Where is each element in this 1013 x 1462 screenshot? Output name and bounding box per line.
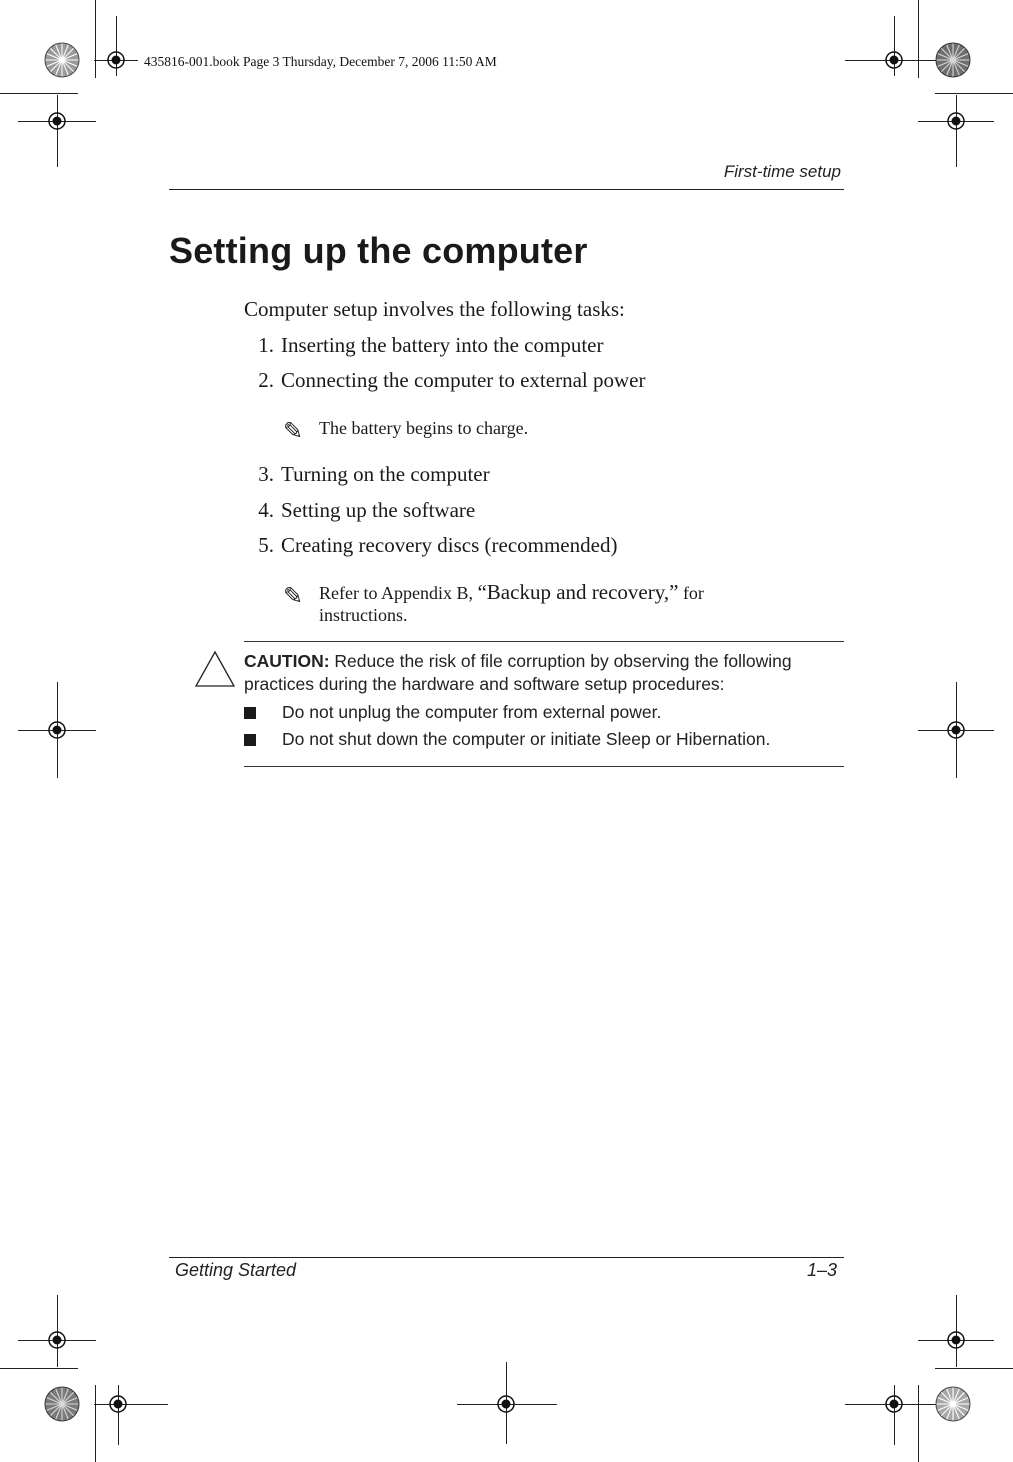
running-head: First-time setup bbox=[723, 162, 841, 181]
pencil-note-icon: ✎ bbox=[283, 584, 304, 610]
registration-mark-icon bbox=[945, 110, 967, 132]
registration-mark-icon bbox=[105, 49, 127, 71]
registration-mark-icon bbox=[46, 110, 68, 132]
footer-title: Getting Started bbox=[175, 1260, 297, 1280]
bullet-text: Do not shut down the computer or initiate Sleep or Hibernation. bbox=[282, 729, 771, 749]
page-title: Setting up the computer bbox=[169, 230, 588, 271]
caution-triangle-icon bbox=[194, 650, 236, 688]
note-suffix: for bbox=[678, 583, 704, 603]
list-text: Creating recovery discs (recommended) bbox=[281, 533, 618, 557]
registration-mark-icon bbox=[883, 49, 905, 71]
crop-mark bbox=[0, 1368, 78, 1369]
note-text bbox=[319, 581, 704, 604]
caution-rule-bottom bbox=[244, 766, 844, 767]
caution-label: CAUTION: bbox=[244, 651, 330, 671]
list-number: 1. bbox=[258, 333, 274, 357]
square-bullet-icon bbox=[244, 734, 256, 746]
footer-rule bbox=[169, 1257, 844, 1258]
list-text: Connecting the computer to external power bbox=[281, 368, 646, 392]
note-text: The battery begins to charge. bbox=[319, 418, 529, 438]
crop-mark bbox=[935, 1368, 1013, 1369]
print-slug: 435816-001.book Page 3 Thursday, December 7, 2006 11:50 AM bbox=[144, 54, 497, 69]
crop-mark bbox=[95, 1385, 96, 1462]
registration-mark-icon bbox=[46, 1329, 68, 1351]
crop-mark bbox=[918, 1385, 919, 1462]
square-bullet-icon bbox=[244, 707, 256, 719]
note-text-continued: instructions. bbox=[319, 605, 408, 625]
registration-mark-icon bbox=[46, 719, 68, 741]
list-number: 4. bbox=[258, 498, 274, 522]
color-target-icon bbox=[935, 42, 971, 78]
list-number: 2. bbox=[258, 368, 274, 392]
color-target-icon bbox=[44, 1386, 80, 1422]
registration-mark-icon bbox=[883, 1393, 905, 1415]
crop-mark bbox=[0, 93, 78, 94]
list-text: Setting up the software bbox=[281, 498, 476, 522]
color-target-icon bbox=[935, 1386, 971, 1422]
caution-line-1: Reduce the risk of file corruption by observing the following bbox=[329, 651, 792, 671]
reg-line bbox=[94, 1404, 168, 1405]
registration-mark-icon bbox=[945, 1329, 967, 1351]
list-number: 3. bbox=[258, 462, 274, 486]
crop-mark bbox=[918, 0, 919, 78]
list-number: 5. bbox=[258, 533, 274, 557]
caution-rule-top bbox=[244, 641, 844, 642]
crop-mark bbox=[95, 0, 96, 78]
header-rule bbox=[169, 189, 844, 190]
intro-text: Computer setup involves the following tasks: bbox=[244, 297, 625, 321]
registration-mark-icon bbox=[495, 1393, 517, 1415]
page-number: 1–3 bbox=[806, 1260, 837, 1280]
registration-mark-icon bbox=[945, 719, 967, 741]
color-target-icon bbox=[44, 42, 80, 78]
registration-mark-icon bbox=[107, 1393, 129, 1415]
pencil-note-icon: ✎ bbox=[283, 419, 304, 445]
caution-line-2: practices during the hardware and software setup procedures: bbox=[244, 674, 725, 694]
note-link-text: “Backup and recovery,” bbox=[477, 580, 679, 604]
bullet-text: Do not unplug the computer from external power. bbox=[282, 702, 662, 722]
note-prefix: Refer to Appendix B, bbox=[319, 583, 478, 603]
list-text: Inserting the battery into the computer bbox=[281, 333, 604, 357]
list-text: Turning on the computer bbox=[281, 462, 490, 486]
crop-mark bbox=[935, 93, 1013, 94]
caution-text bbox=[244, 650, 844, 696]
